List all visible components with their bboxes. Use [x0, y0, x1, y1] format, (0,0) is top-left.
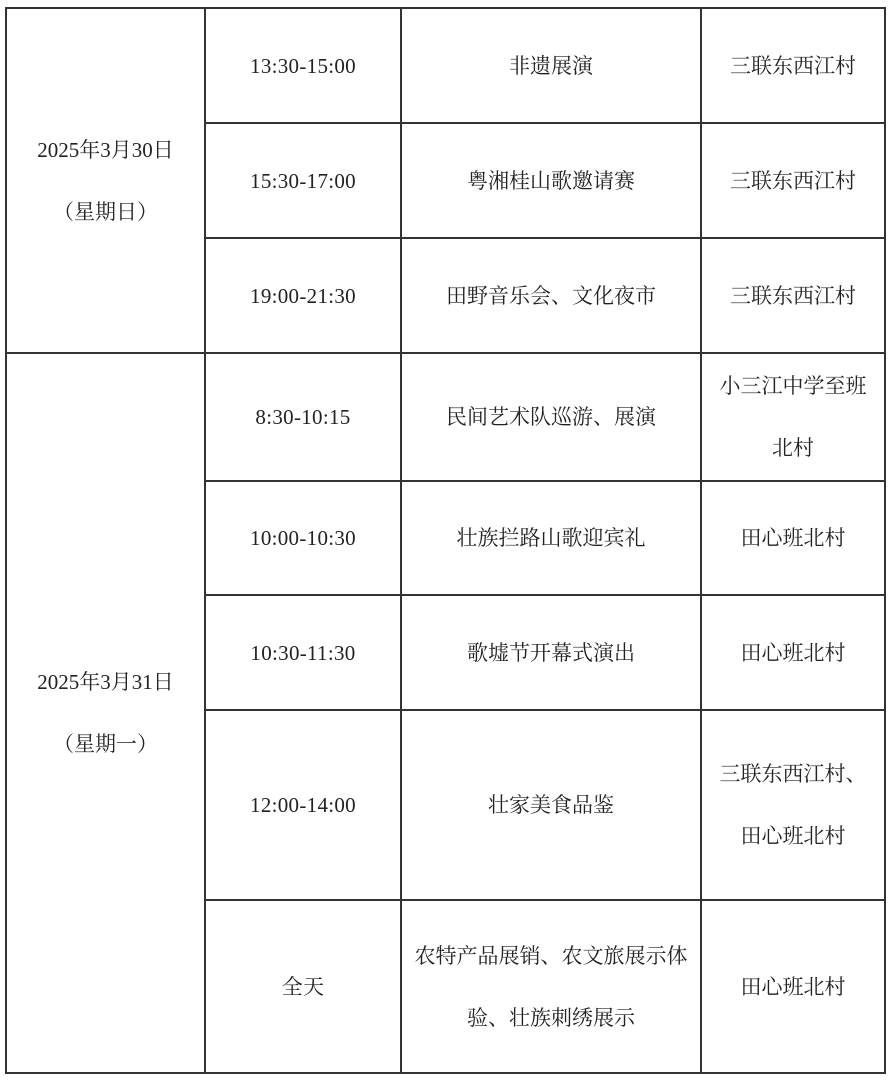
time-cell: 8:30-10:15: [205, 353, 401, 481]
venue-cell: 三联东西江村: [701, 123, 885, 238]
venue-cell: 田心班北村: [701, 595, 885, 710]
table-row: [6, 8, 885, 123]
time-cell: 15:30-17:00: [205, 123, 401, 238]
date-cell: [6, 8, 205, 353]
table-row: [6, 353, 885, 481]
event-cell: 民间艺术队巡游、展演: [401, 353, 701, 481]
venue-cell: 三联东西江村、田心班北村: [701, 710, 885, 900]
venue-cell: 三联东西江村: [701, 238, 885, 353]
schedule-table: [5, 7, 886, 1074]
time-cell: 全天: [205, 900, 401, 1073]
event-cell: 农特产品展销、农文旅展示体验、壮族刺绣展示: [401, 900, 701, 1073]
venue-cell: 田心班北村: [701, 481, 885, 595]
weekday-text: （星期日）: [53, 199, 158, 224]
event-cell: 壮族拦路山歌迎宾礼: [401, 481, 701, 595]
time-cell: 13:30-15:00: [205, 8, 401, 123]
time-cell: 10:30-11:30: [205, 595, 401, 710]
event-cell: 非遗展演: [401, 8, 701, 123]
time-cell: 19:00-21:30: [205, 238, 401, 353]
venue-cell: 小三江中学至班北村: [701, 353, 885, 481]
time-cell: 12:00-14:00: [205, 710, 401, 900]
date-text: 2025年3月31日: [37, 670, 174, 694]
date-cell: [6, 353, 205, 1073]
event-cell: 粤湘桂山歌邀请赛: [401, 123, 701, 238]
venue-cell: 三联东西江村: [701, 8, 885, 123]
event-cell: 田野音乐会、文化夜市: [401, 238, 701, 353]
event-cell: 歌墟节开幕式演出: [401, 595, 701, 710]
venue-cell: 田心班北村: [701, 900, 885, 1073]
time-cell: 10:00-10:30: [205, 481, 401, 595]
event-cell: 壮家美食品鉴: [401, 710, 701, 900]
date-text: 2025年3月30日: [37, 137, 174, 162]
weekday-text: （星期一）: [53, 732, 158, 756]
